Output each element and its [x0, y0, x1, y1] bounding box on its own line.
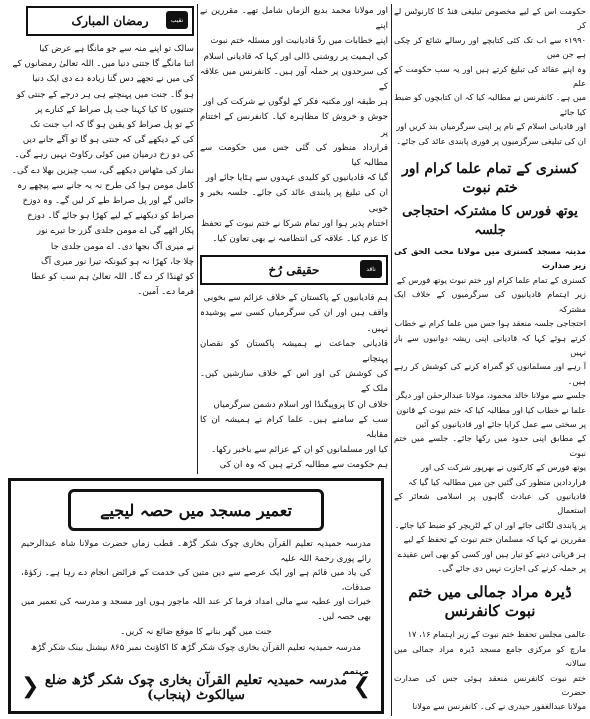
text-line: ہم قادیانیوں کے پاکستان کے خلاف عزائم سے بخوبی [203, 293, 388, 304]
section-header-wrap [6, 4, 194, 38]
text-line: یوتھ فورس کے کارکنوں نے بھرپور شرکت کی اور [421, 462, 586, 473]
text-line: کیا اور مسلمانوں کو ان کے عزائم سے باخبر رکھا۔ [211, 445, 388, 456]
text-line: ہر طبقہ اور مکتبہ فکر کے لوگوں نے شرکت کی اور [203, 97, 388, 108]
text-line: خیرات اور عطیہ سے مالی امداد فرما کر عند اللہ ماجور ہوں اور مسجد و مدرسہ کی تعمیر میں بھی حصہ لیں۔ [21, 597, 371, 622]
advert-footer-address: مدرسہ حمیدیہ تعلیم القرآن بخاری چوک شکر گڑھ ضلع سیالکوٹ (پنجاب) [44, 673, 348, 703]
headline-youth-force: یوتھ فورس کا مشترکہ احتجاجی جلسہ [402, 204, 578, 239]
text-line: احتجاجی جلسہ منعقد ہوا جس میں علما کرام نے خطاب [394, 318, 586, 329]
text-line: جنت میں گھر بنانے کا موقع ضائع نہ کریں۔ [120, 626, 272, 637]
text-line: کی یاد میں قائم ہے اور ایک عرصے سے دین متین کی خدمت کے فرائض انجام دے رہا ہے۔ زکوٰۃ، صدقات، [21, 568, 371, 593]
right-column [394, 4, 586, 716]
column-divider [391, 4, 392, 716]
text-line: مارچ کو مرکزی جامع مسجد ڈیرہ مراد جمالی میں سالانہ [394, 643, 586, 669]
text-line [394, 714, 586, 716]
text-line: کی میں نے تجھے دس گنا زیادہ دے دی ایک دنیا [32, 74, 194, 85]
text-line: کی سرحدوں پر حملہ آور ہیں۔ کانفرنس میں علاقہ کے [200, 66, 388, 93]
headline-ulema: کسنری کے تمام علما کرام اور ختم نبوت [402, 161, 578, 197]
article-body [394, 627, 586, 716]
text-line: کسنری کے تمام علما کرام اور ختم نبوت یوتھ فورس کے [396, 274, 586, 285]
text-line: کے تو پل صراط کو یقین ہو گا کہ اب جنت تک [30, 120, 194, 131]
text-line: نماز کی مٹھاس دیکھے گی، سب چیزیں بھلا دے گی۔ [11, 165, 194, 176]
text-line: گیا کہ قادیانیوں کو کلیدی عہدوں سے ہٹایا جائے اور [205, 173, 388, 184]
mosque-construction-advert [8, 478, 384, 714]
section-header-wrap [200, 253, 388, 287]
article-body [6, 42, 194, 300]
text-line: واقف ہیں اور ان کی سرگرمیاں کسی سے پوشیدہ نہیں۔ [200, 308, 388, 334]
section-badge: نقیب [166, 11, 188, 29]
dateline: مدینہ مسجد کسنری میں مولانا محب الحق کی زیر صدارت [394, 246, 586, 271]
text-line: جائیں گے اور پل صراط طے کر لیں گے۔ وہ دوزخ [22, 196, 194, 207]
text-line: اختتام پذیر ہوا اور تمام شرکا نے ختم نبوت کے تحفظ [201, 218, 388, 229]
text-line: ہم حکومت سے مطالبہ کرتے ہیں کہ وہ ان کی [219, 460, 388, 471]
section-header-ramzan [26, 6, 194, 36]
intro-text [394, 4, 586, 148]
section-title: حقیقی رُخ [268, 263, 320, 278]
text-line: سالک تو اپنے منہ سے جو مانگا ہے عرض کیا [39, 44, 194, 54]
text-line: اور قادیانی اسلام کے نام پر اپنی سرگرمیاں بند کریں اور [396, 121, 586, 132]
text-line: صراط کو دیکھنے کے لیے کھڑا ہو جائے گا۔ دوزخ [27, 211, 194, 222]
left-column [6, 4, 194, 474]
text-line: مدرسہ حمیدیہ تعلیم القرآن بخاری چوک شکر گڑھ۔ قطب زماں حضرت مولانا شاہ عبدالرحیم رائے پوری رحمۃ اللہ علیہ [21, 539, 371, 564]
text-line: اتنا مانگے گا جتنی دنیا میں۔ اللہ تعالیٰ رمضانوں کے [12, 59, 194, 70]
text-line: پر سختی سے عمل کرایا جائے اور قادیانیوں کو آئین [415, 418, 586, 429]
advert-banner: تعمیر مسجد میں حصہ لیجیے [68, 489, 324, 531]
text-line: مقررین نے کہا کہ مسلمان ختم نبوت کے تحفظ کے لیے [403, 534, 586, 545]
text-line: قراردادیں منظور کی گئیں جن میں مطالبہ کیا گیا کہ [408, 476, 586, 487]
text-line: میں ہے۔ کانفرنس نے مطالبہ کیا کہ ان کتابچوں کو ضبط کیا جائے [394, 92, 586, 117]
text-line: نے میری آگ بجھا دی۔ اے مومن جلدی جا [50, 241, 194, 252]
text-line: کی کے دیکھے گی کہ جنتی ہو گا تو آگے جانے دیں [22, 135, 194, 146]
text-line: چلا جا، کھڑا نہ ہو کیونکہ تیرا نور میری آگ [41, 256, 194, 267]
text-line: ختم نبوت کانفرنس منعقد ہوئی جس کی صدارت حضرت [394, 672, 586, 698]
ornament-icon: ❮ [21, 674, 40, 699]
text-line: پر حملہ کرنے کی اجازت نہیں دی جائے گی۔ [437, 563, 586, 573]
text-line: حکومت اس کے لیے مخصوص تبلیغی فنڈ کا کارنوٹس لے کر [394, 6, 586, 31]
section-title: رمضان المبارک [71, 14, 149, 28]
text-line: کا عزم کیا۔ علاقہ کی انتظامیہ نے بھی تعاون کیا۔ [212, 234, 388, 245]
text-line: کی اہمیت پر روشنی ڈالی اور کہا کہ قادیانی اسلام [203, 51, 388, 62]
text-line: کو ٹھنڈا کر دے گا۔ اللہ تعالیٰ ہم سب کو عطا [31, 272, 194, 283]
article-body [200, 291, 388, 474]
section-badge: ناقد [360, 260, 382, 278]
text-line: ہو گا۔ جنت میں پہنچتے ہی ہر درجے کے جنتی کو [16, 89, 194, 100]
text-line: قادیانیوں کی عبادت گاہوں پر اسلامی شعائر کے استعمال [394, 490, 586, 516]
text-line: کی کوشش کی اور اس کے خلاف سازشیں کیں۔ ملک کے [200, 369, 388, 395]
advert-body [11, 537, 381, 639]
middle-column [200, 4, 388, 474]
text-line: کامل مومن ہوا کی طرح نہ یہ جانے سے پیچھے رہ [17, 180, 194, 191]
text-line: ان کی تبلیغی سرگرمیوں پر فوری پابندی عائد کی جائے۔ [396, 135, 586, 146]
advert-label: مہتمم [342, 667, 369, 677]
text-line: اپنے خطابات میں ردِّ قادیانیت اور مسئلہ ختم نبوت [210, 36, 388, 47]
section-header-haqiqi-rukh [200, 255, 388, 285]
text-line: قادیانی جماعت نے ہمیشہ پاکستان کو نقصان پہنچانے [200, 338, 388, 365]
article-body [394, 273, 586, 576]
text-line: سب کے سامنے ہیں۔ علما کرام نے ہمیشہ ان کا مقابلہ [200, 414, 388, 441]
text-line: ان کی تبلیغ پر پابندی عائد کی جائے۔ جلسہ بخیر و خوبی [200, 188, 388, 214]
text-line: کے مطابق اپنی حدود میں رکھا جائے۔ جلسے میں ختم نبوت [394, 433, 586, 458]
text-line: جنتیوں کا کیا کہنا جب پل صراط کے کنارے پر [35, 104, 194, 115]
text-line: ہر قربانی دینے کو تیار ہیں اور کسی کو بھی اس عقیدے [397, 548, 586, 559]
text-line: کرتے ہوئے کہا کہ قادیانی اپنی ریشہ دوانیوں سے باز نہیں [394, 332, 586, 357]
text-line: ۱۹۹۰ء سے اب تک کئی کتابچے اور رسالے شائع کر چکی ہے جن میں [394, 34, 586, 60]
text-line: فرما دے۔ آمین۔ [137, 287, 194, 298]
text-line: اور مولانا محمد بدیع الزماں شامل تھے۔ مقررین نے اپنے [200, 6, 388, 32]
text-line: زیر اہتمام قادیانیوں کی سرگرمیوں کے خلاف ایک مشترکہ [394, 289, 586, 314]
text-line: مولانا عبدالغفور حیدری نے کی۔ کانفرنس سے مولانا [412, 701, 586, 712]
text-line: پکار اٹھے گی اے مومن جلدی گزر جا تیرے نور [36, 226, 194, 237]
advert-account-info: مدرسہ حمیدیہ تعلیم القرآن بخاری چوک شکر گڑھ کا اکاؤنٹ نمبر ۸۶۵ نیشنل بینک شکر گڑھ [30, 643, 362, 654]
text-line: جلسے سے مولانا خالد محمود، مولانا عبدالرحمٰن اور دیگر [396, 390, 586, 401]
text-line: علما نے خطاب کیا اور مطالبہ کیا کہ ختم نبوت کے قانون [396, 404, 586, 415]
text-line: جوش و خروش کا مظاہرہ کیا۔ کانفرنس کے اختتام پر [200, 112, 388, 138]
text-line: وہ اپنے عقائد کی تبلیغ کرتے ہیں اور یہ سب حکومت کے علم [394, 63, 586, 89]
article-body [200, 4, 388, 247]
headline-dera-murad-jamali: ڈیرہ مراد جمالی میں ختم نبوت کانفرنس [408, 583, 572, 621]
text-line: قرارداد منظور کی گئی جس میں حکومت سے مطالبہ کیا [200, 142, 388, 169]
text-line: کی دو زخ درمیان میں کوئی رکاوٹ نہیں رہے گی۔ [14, 150, 194, 161]
text-line: آ رہے اور مسلمانوں کو گمراہ کرنے کی کوشش کر رہے ہیں۔ [394, 361, 586, 386]
column-divider [197, 4, 198, 474]
text-line: خلاف ان کا پروپیگنڈا اور اسلام دشمن سرگرمیاں [213, 399, 388, 410]
text-line: پر پابندی لگائی جائے اور ان کے لٹریچر کو ضبط کیا جائے۔ [394, 519, 586, 530]
ornament-icon: ❯ [352, 674, 371, 699]
text-line: عالمی مجلس تحفظ ختم نبوت کے زیر اہتمام ۱۶، ۱۷ [407, 629, 586, 640]
